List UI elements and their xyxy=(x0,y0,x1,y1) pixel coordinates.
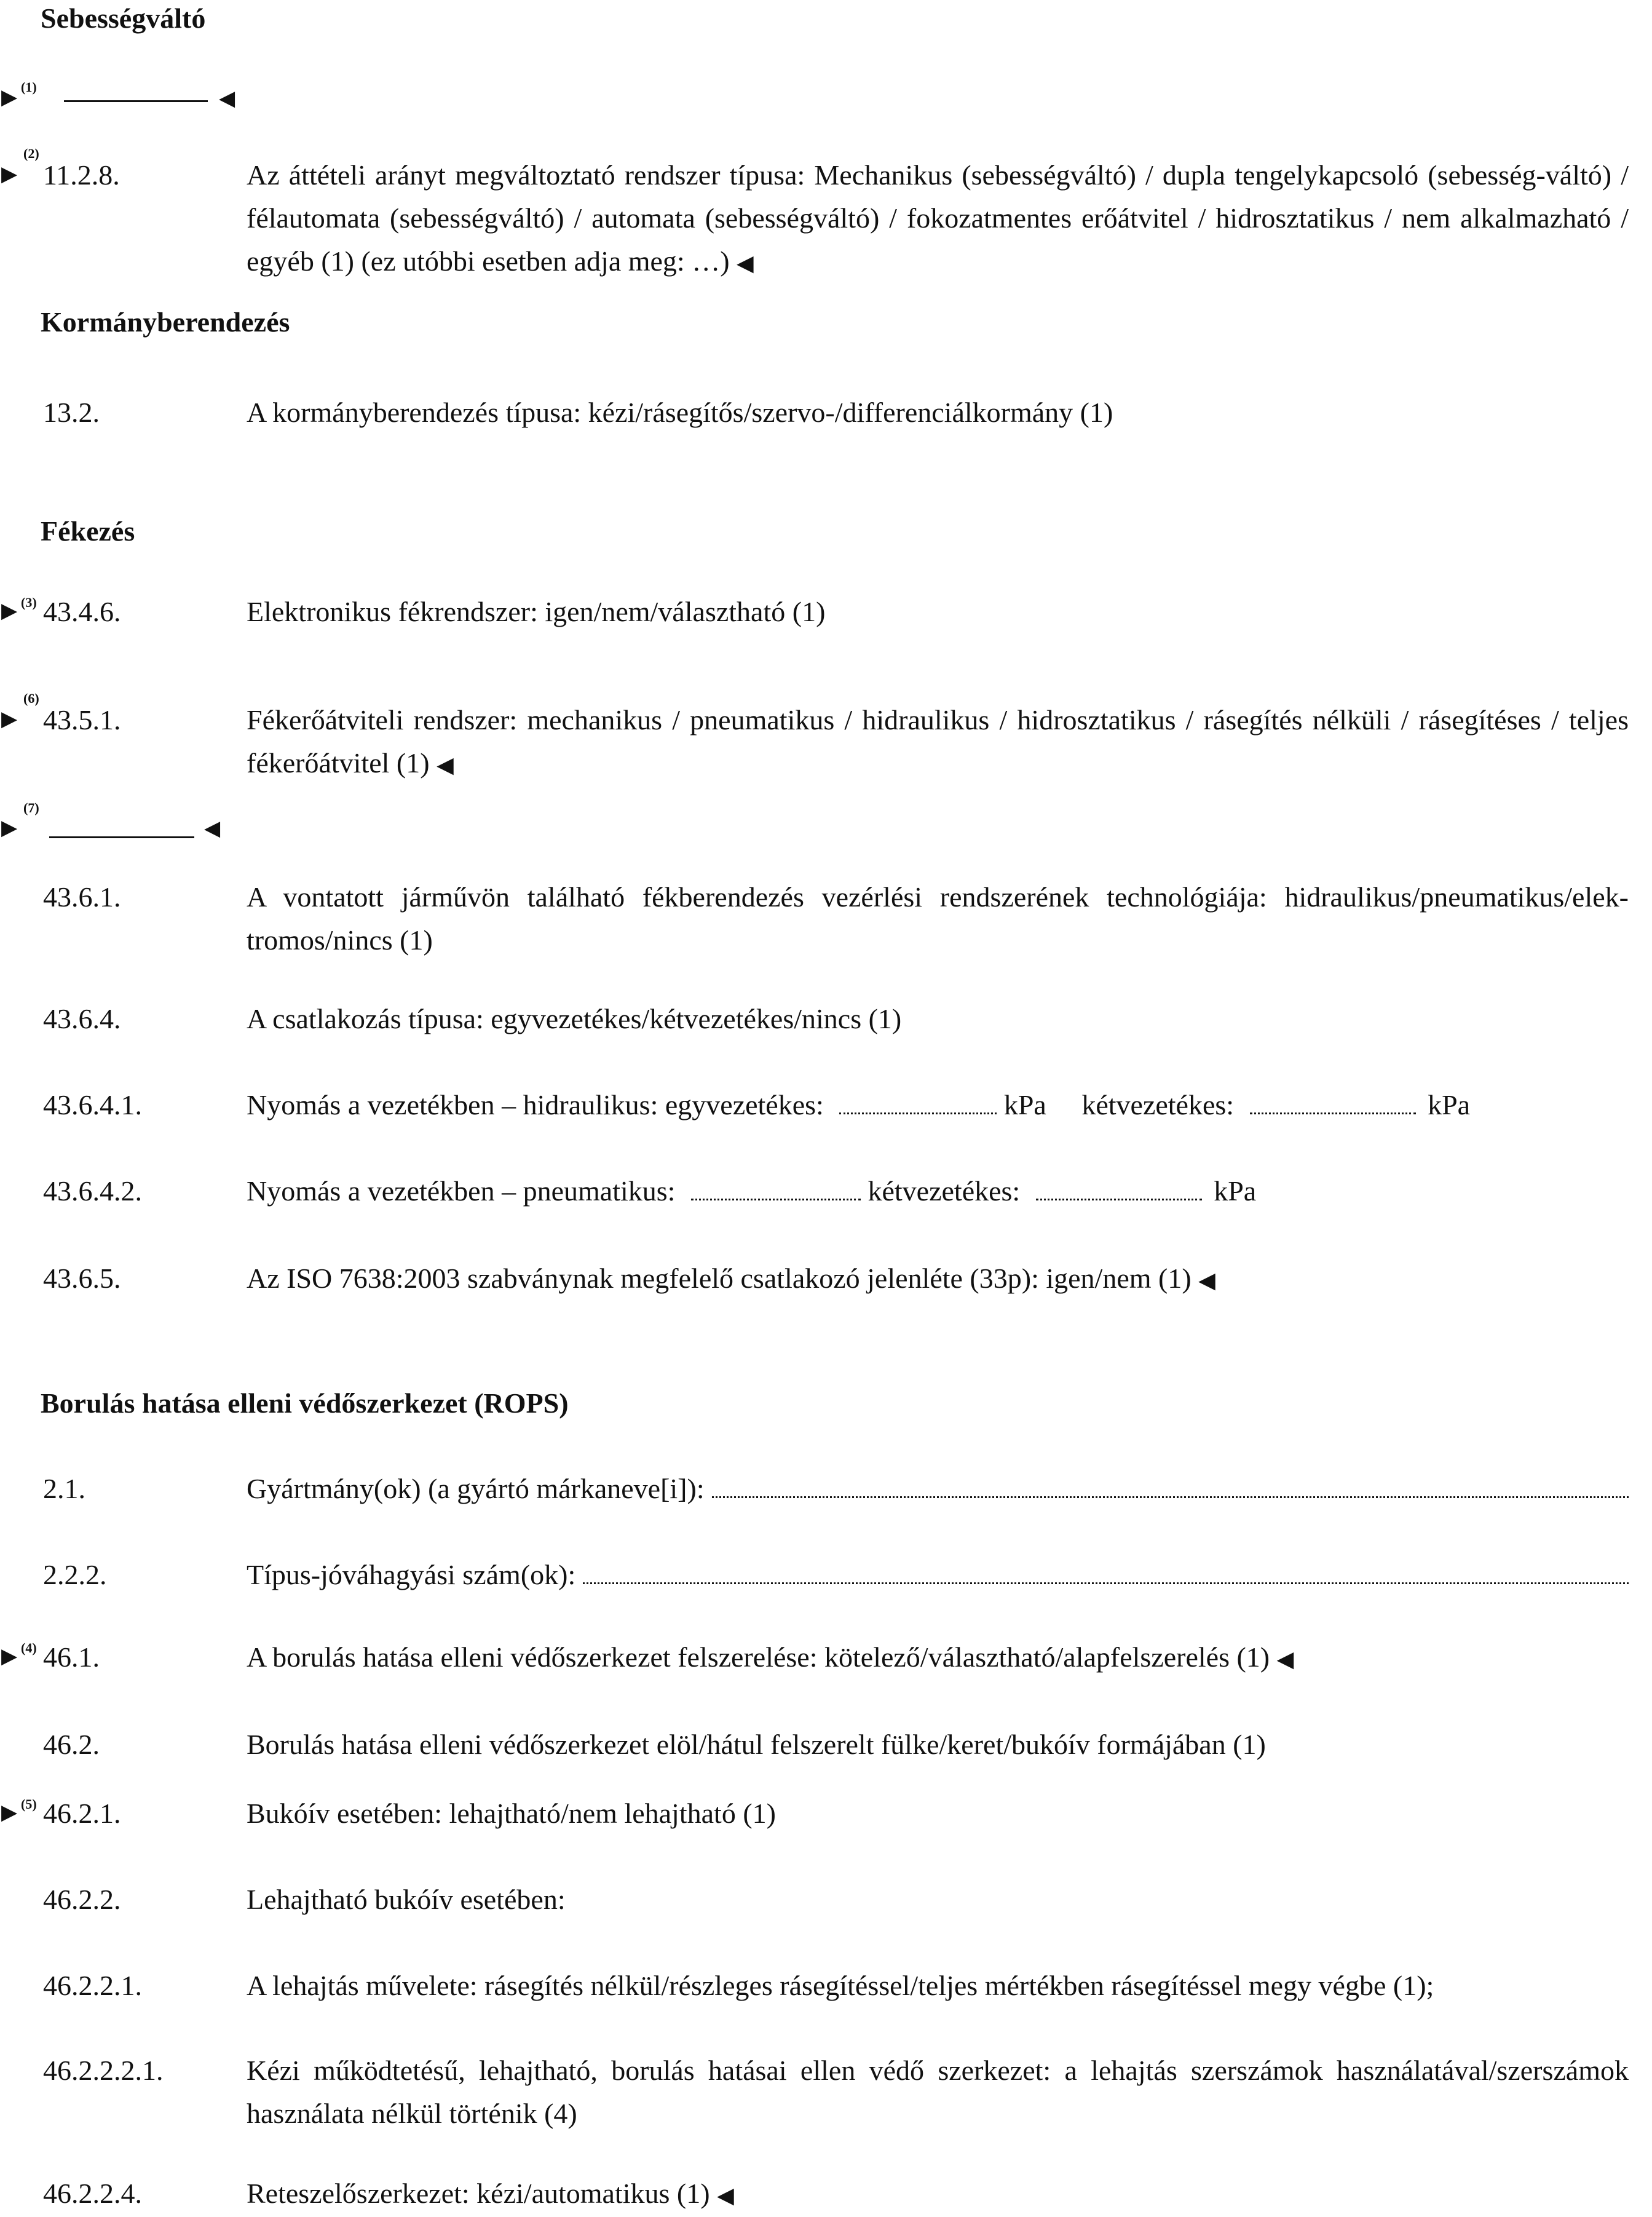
entry-text xyxy=(247,1467,1629,1510)
section-heading-braking: Fékezés xyxy=(41,515,135,547)
entry-number: 43.5.1. xyxy=(43,704,121,736)
fill-in-field[interactable] xyxy=(691,1190,861,1200)
marker-number: (2) xyxy=(23,146,39,161)
entry-46-1 xyxy=(0,1636,1652,1679)
entry-text: Elektronikus fékrendszer: igen/nem/választható (1) xyxy=(247,596,826,627)
entry-number: 46.2.1. xyxy=(43,1798,121,1829)
end-marker-icon: ◀ xyxy=(1276,1647,1294,1672)
entry-46-2-2-1 xyxy=(0,1964,1652,2007)
entry-2-2-2 xyxy=(0,1553,1652,1596)
entry-46-2-2 xyxy=(0,1878,1652,1921)
entry-number: 43.6.1. xyxy=(43,881,121,913)
fill-in-field[interactable] xyxy=(1250,1104,1416,1114)
marker-number: (3) xyxy=(21,595,37,610)
entry-number: 11.2.8. xyxy=(43,159,120,191)
marker-number: (4) xyxy=(21,1640,37,1656)
entry-text xyxy=(247,1636,1629,1681)
entry-number: 43.4.6. xyxy=(43,596,121,627)
entry-46-2-2-4 xyxy=(0,2172,1652,2211)
entry-number: 46.2. xyxy=(43,1729,100,1760)
entry-number: 46.2.2.1. xyxy=(43,1970,142,2001)
entry-text-content: A borulás hatása elleni védőszerkezet felszerelése: kötelező/választható/alapfelszerelés (1) xyxy=(247,1641,1270,1673)
entry-number: 46.2.2. xyxy=(43,1884,121,1915)
entry-text: Kézi működtetésű, lehajtható, borulás hatásai ellen védő szerkezet: a lehajtás szerszámok használatával/szerszámok használata nélkül történik (4) xyxy=(247,2055,1629,2129)
entry-43-6-1 xyxy=(0,876,1652,962)
end-marker-icon: ◀ xyxy=(437,753,454,777)
fill-in-field[interactable] xyxy=(1036,1190,1202,1200)
entry-text: A vontatott járművön található fékberendezés vezérlési rendszerének technológiája: hidraulikus/pneumatikus/elek-tromos/nincs (1) xyxy=(247,881,1629,956)
entry-46-2-2-2-1 xyxy=(0,2049,1652,2135)
entry-text xyxy=(247,1257,1629,1302)
entry-46-2 xyxy=(0,1723,1652,1766)
entry-number: 43.6.5. xyxy=(43,1263,121,1294)
entry-text xyxy=(247,154,1629,285)
marker-number: (5) xyxy=(21,1796,37,1812)
entry-text xyxy=(247,1170,1629,1213)
entry-13-2 xyxy=(0,391,1652,434)
entry-43-6-5 xyxy=(0,1257,1652,1300)
fill-in-field[interactable] xyxy=(583,1574,1629,1584)
entry-text: A kormányberendezés típusa: kézi/rásegítős/szervo-/differenciálkormány (1) xyxy=(247,397,1113,428)
end-marker-icon: ◀ xyxy=(204,817,221,840)
end-marker-icon: ◀ xyxy=(219,87,235,110)
entry-text: Borulás hatása elleni védőszerkezet elöl/hátul felszerelt fülke/keret/bukóív formájában (1) xyxy=(247,1729,1266,1760)
entry-2-1 xyxy=(0,1467,1652,1510)
start-marker-icon: ▶ xyxy=(1,817,18,839)
pressure-label-pneumatic: Nyomás a vezetékben – pneumatikus: xyxy=(247,1175,676,1207)
section-heading-steering: Kormányberendezés xyxy=(41,306,290,338)
entry-number: 43.6.4.1. xyxy=(43,1089,142,1120)
pressure-label-hydraulic: Nyomás a vezetékben – hidraulikus: egyvezetékes: xyxy=(247,1089,824,1120)
marker-number: (1) xyxy=(21,79,37,95)
entry-number: 46.1. xyxy=(43,1641,100,1673)
entry-number: 2.2.2. xyxy=(43,1559,107,1590)
entry-text xyxy=(247,1084,1629,1127)
entry-text-content: Fékerőátviteli rendszer: mechanikus / pneumatikus / hidraulikus / hidrosztatikus / rásegítés nélküli / rásegítéses / teljes fékerőátvitel (1) xyxy=(247,704,1629,779)
marker-number: (6) xyxy=(23,691,39,706)
entry-text: Bukóív esetében: lehajtható/nem lehajtható (1) xyxy=(247,1798,776,1829)
end-marker-icon: ◀ xyxy=(737,251,754,276)
entry-text-content: Reteszelőszerkezet: kézi/automatikus (1) xyxy=(247,2178,710,2209)
entry-text: A lehajtás művelete: rásegítés nélkül/részleges rásegítéssel/teljes mértékben rásegítéssel megy végbe (1); xyxy=(247,1970,1434,2001)
entry-text-content: Az áttételi arányt megváltoztató rendszer típusa: Mechanikus (sebességváltó) / dupla tengelykapcsoló (sebesség-váltó) / félautomata (sebességváltó) / automata (sebességváltó) / fokozatmentes erőátvitel / hidrosztatikus / nem alkalmazható / egyéb (1) (ez utóbbi esetben adja meg: …) xyxy=(247,159,1629,277)
entry-number: 43.6.4. xyxy=(43,1003,121,1034)
entry-43-6-4 xyxy=(0,997,1652,1041)
end-marker-icon: ◀ xyxy=(717,2183,734,2208)
entry-number: 13.2. xyxy=(43,397,100,428)
entry-label: Gyártmány(ok) (a gyártó márkaneve[i]): xyxy=(247,1473,705,1504)
entry-43-4-6 xyxy=(0,590,1652,633)
entry-text-content: Az ISO 7638:2003 szabványnak megfelelő csatlakozó jelenléte (33p): igen/nem (1) xyxy=(247,1263,1192,1294)
marker-number: (7) xyxy=(23,800,39,815)
section-heading-rops: Borulás hatása elleni védőszerkezet (ROPS) xyxy=(41,1387,569,1419)
entry-text xyxy=(247,699,1629,787)
entry-number: 2.1. xyxy=(43,1473,85,1504)
start-marker-icon: ▶ xyxy=(1,1645,18,1668)
dual-line-label: kétvezetékes: xyxy=(1081,1089,1235,1120)
start-marker-icon: ▶ xyxy=(1,708,18,731)
deletion-rule xyxy=(49,836,194,838)
start-marker-icon: ▶ xyxy=(1,163,18,186)
entry-text xyxy=(247,1553,1629,1596)
entry-43-6-4-1 xyxy=(0,1084,1652,1127)
entry-43-6-4-2 xyxy=(0,1170,1652,1213)
fill-in-field[interactable] xyxy=(712,1488,1629,1498)
start-marker-icon: ▶ xyxy=(1,1801,18,1824)
start-marker-icon: ▶ xyxy=(1,86,18,109)
dual-line-label: kétvezetékes: xyxy=(867,1175,1021,1207)
entry-number: 46.2.2.4. xyxy=(43,2178,142,2209)
unit-label: kPa xyxy=(1003,1089,1046,1120)
section-heading-gearbox: Sebességváltó xyxy=(41,2,206,34)
entry-46-2-1 xyxy=(0,1792,1652,1835)
deletion-rule xyxy=(64,100,208,102)
entry-text: A csatlakozás típusa: egyvezetékes/kétvezetékes/nincs (1) xyxy=(247,1003,902,1034)
entry-11-2-8 xyxy=(0,146,1652,277)
fill-in-field[interactable] xyxy=(839,1104,997,1114)
entry-label: Típus-jóváhagyási szám(ok): xyxy=(247,1559,576,1590)
entry-text xyxy=(247,2172,1629,2217)
entry-text: Lehajtható bukóív esetében: xyxy=(247,1884,566,1915)
unit-label: kPa xyxy=(1428,1089,1471,1120)
entry-number: 46.2.2.2.1. xyxy=(43,2055,164,2086)
unit-label: kPa xyxy=(1214,1175,1257,1207)
start-marker-icon: ▶ xyxy=(1,600,18,622)
entry-43-5-1 xyxy=(0,691,1652,785)
end-marker-icon: ◀ xyxy=(1198,1268,1215,1293)
entry-number: 43.6.4.2. xyxy=(43,1175,142,1207)
